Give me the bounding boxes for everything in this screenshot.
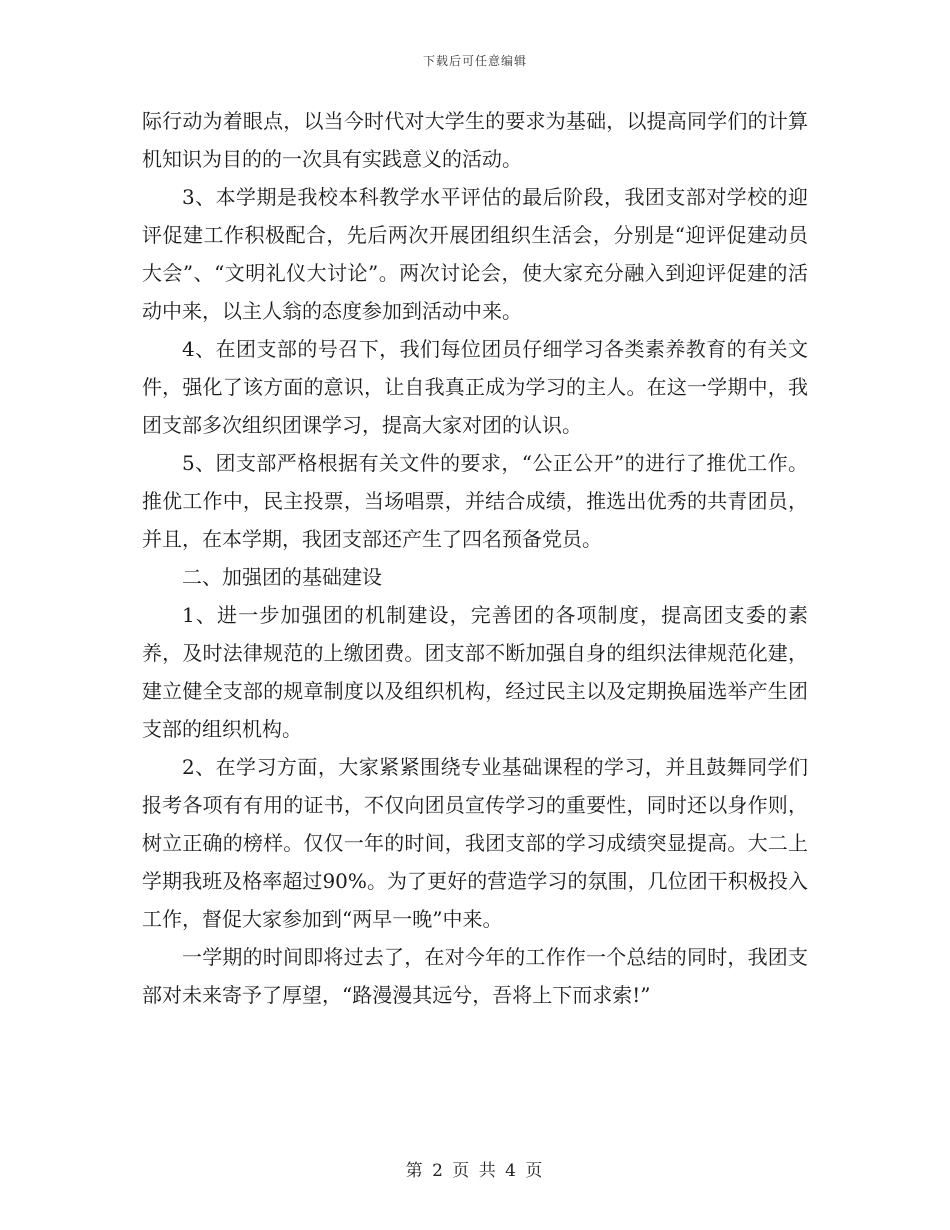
paragraph-item-4: 4、在团支部的号召下，我们每位团员仔细学习各类素养教育的有关文件，强化了该方面的意识，让自我真正成为学习的主人。在这一学期中，我团支部多次组织团课学习，提高大家对团的认识。 — [142, 337, 808, 437]
page-header: 下载后可任意编辑 — [422, 54, 527, 68]
document-body — [142, 102, 808, 1014]
paragraph-section2-item-2: 2、在学习方面，大家紧紧围绕专业基础课程的学习，并且鼓舞同学们报考各项有有用的证书，不仅向团员宣传学习的重要性，同时还以身作则，树立正确的榜样。仅仅一年的时间，我团支部的学习成绩突显提高。大二上学期我班及格率超过90%。为了更好的营造学习的氛围，几位团干积极投入工作，督促大家参加到“两早一晚”中来。 — [142, 755, 808, 931]
section-heading-2: 二、加强团的基础建设 — [182, 565, 382, 589]
paragraph-continuation: 际行动为着眼点，以当今时代对大学生的要求为基础，以提高同学们的计算机知识为目的的一次具有实践意义的活动。 — [142, 109, 808, 171]
paragraph-item-3: 3、本学期是我校本科教学水平评估的最后阶段，我团支部对学校的迎评促建工作积极配合，先后两次开展团组织生活会，分别是“迎评促建动员大会”、“文明礼仪大讨论”。两次讨论会，使大家充分融入到迎评促建的活动中来，以主人翁的态度参加到活动中来。 — [142, 185, 808, 323]
paragraph-conclusion: 一学期的时间即将过去了，在对今年的工作作一个总结的同时，我团支部对未来寄予了厚望，“路漫漫其远兮，吾将上下而求索!” — [142, 945, 808, 1007]
page-number: 第 2 页 共 4 页 — [405, 1161, 545, 1181]
paragraph-section2-item-1: 1、进一步加强团的机制建设，完善团的各项制度，提高团支委的素养，及时法律规范的上缴团费。团支部不断加强自身的组织法律规范化建，建立健全支部的规章制度以及组织机构，经过民主以及定期换届选举产生团支部的组织机构。 — [142, 603, 808, 741]
paragraph-item-5: 5、团支部严格根据有关文件的要求，“公正公开”的进行了推优工作。推优工作中，民主投票，当场唱票，并结合成绩，推选出优秀的共青团员，并且，在本学期，我团支部还产生了四名预备党员。 — [142, 451, 808, 551]
